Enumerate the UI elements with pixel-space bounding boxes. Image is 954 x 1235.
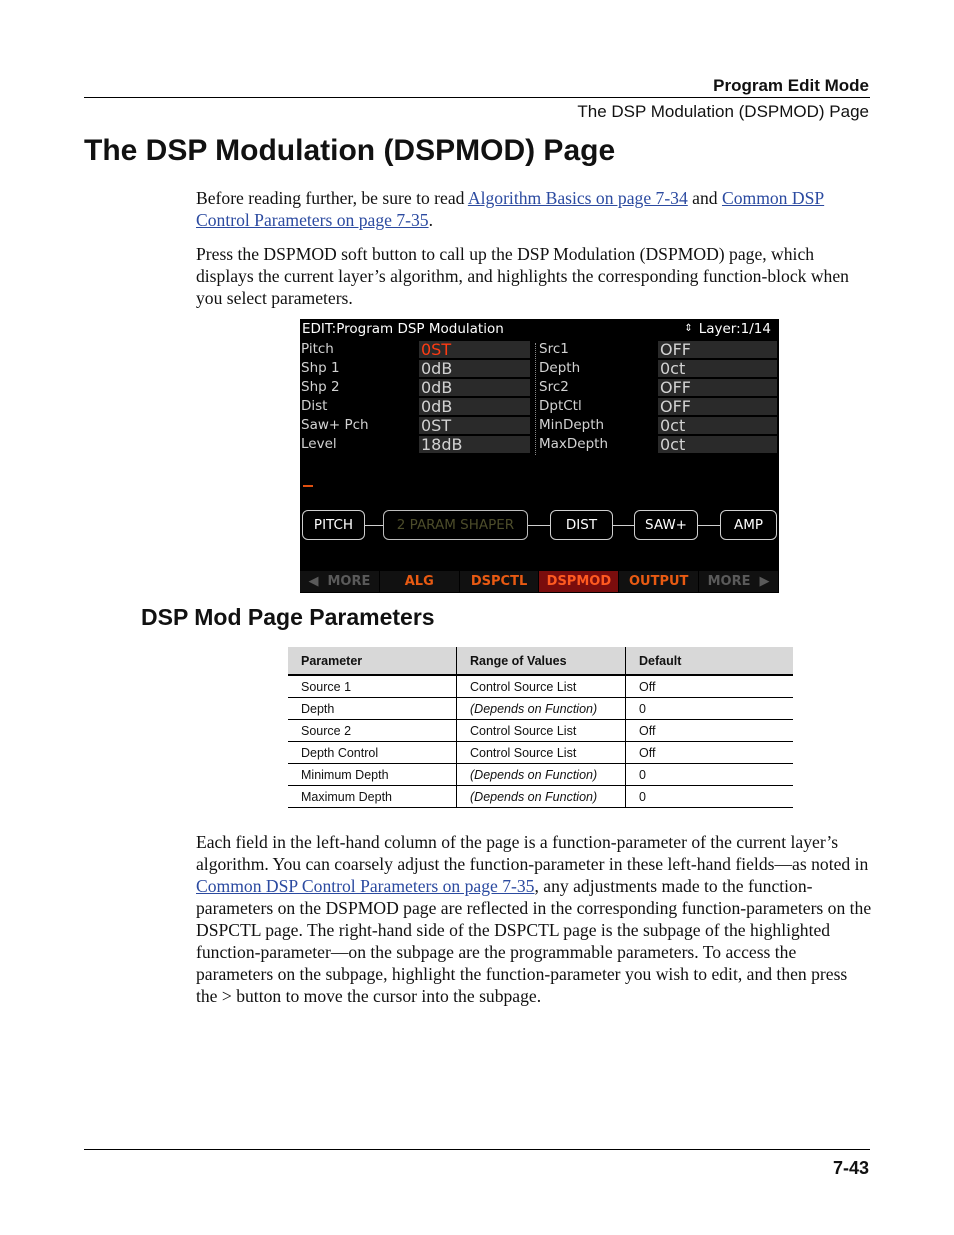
col-header-parameter: Parameter bbox=[288, 647, 457, 675]
softkey-dspmod[interactable]: DSPMOD bbox=[539, 571, 619, 592]
signal-line bbox=[613, 525, 634, 526]
dspmod-screen bbox=[300, 319, 779, 593]
table-row bbox=[288, 698, 793, 720]
param-label: DptCtl bbox=[539, 398, 582, 414]
chan-icon: ⇕ bbox=[684, 323, 693, 334]
block-amp[interactable]: AMP bbox=[720, 510, 777, 540]
softkey-output[interactable]: OUTPUT bbox=[619, 571, 699, 592]
body-text-b: , any adjustments made to the function-parameters on the DSPMOD page are reflected in the corresponding function-parameters on the DSPCTL page. The right-hand side of the DSPCTL page is the subpage of the highlighted function-parameter—on the subpage are the programmable parameters. To access the parameters on the subpage, highlight the function-parameter you wish to edit, and then press the > button to move the cursor into the subpage. bbox=[196, 876, 872, 1006]
param-label: Shp 1 bbox=[301, 360, 340, 376]
param-label: Saw+ Pch bbox=[301, 417, 369, 433]
table-cell: Depth Control bbox=[288, 742, 457, 764]
table-cell: 0 bbox=[626, 764, 794, 786]
table-cell: 0 bbox=[626, 786, 794, 808]
footer-rule bbox=[84, 1149, 870, 1150]
table-cell: Control Source List bbox=[457, 675, 626, 698]
param-value[interactable]: 0ST bbox=[419, 341, 530, 358]
softkey-dspctl[interactable]: DSPCTL bbox=[460, 571, 540, 592]
layer-indicator bbox=[684, 321, 771, 337]
table-cell: Control Source List bbox=[457, 742, 626, 764]
table-cell: Off bbox=[626, 720, 794, 742]
param-label: Src1 bbox=[539, 341, 569, 357]
body-paragraph bbox=[196, 831, 872, 1007]
table-cell: Source 2 bbox=[288, 720, 457, 742]
param-value[interactable]: 0ct bbox=[658, 360, 777, 377]
table-cell: (Depends on Function) bbox=[457, 786, 626, 808]
param-label: Src2 bbox=[539, 379, 569, 395]
block-pitch[interactable]: PITCH bbox=[302, 510, 365, 540]
running-header-section: Program Edit Mode bbox=[713, 76, 869, 95]
table-cell: Off bbox=[626, 675, 794, 698]
param-value[interactable]: 0ct bbox=[658, 417, 777, 434]
link-algorithm-basics[interactable]: Algorithm Basics on page 7-34 bbox=[467, 188, 688, 208]
param-label: MaxDepth bbox=[539, 436, 609, 452]
header-rule bbox=[84, 97, 870, 98]
table-row bbox=[288, 786, 793, 808]
table-row bbox=[288, 675, 793, 698]
softkey-label: MORE bbox=[707, 574, 751, 589]
softkey-label: MORE bbox=[327, 574, 371, 589]
table-cell: Minimum Depth bbox=[288, 764, 457, 786]
intro-text-c: . bbox=[428, 210, 433, 230]
table-row bbox=[288, 764, 793, 786]
param-value[interactable]: 18dB bbox=[419, 436, 530, 453]
softkey-more-right[interactable] bbox=[699, 571, 779, 592]
param-label: Shp 2 bbox=[301, 379, 340, 395]
signal-line bbox=[365, 525, 384, 526]
table-cell: Depth bbox=[288, 698, 457, 720]
softkey-more-left[interactable] bbox=[300, 571, 380, 592]
param-value[interactable]: OFF bbox=[658, 398, 777, 415]
arrow-left-icon: ◀ bbox=[308, 574, 328, 589]
param-value[interactable]: 0dB bbox=[419, 398, 530, 415]
intro-paragraph-2: Press the DSPMOD soft button to call up the DSP Modulation (DSPMOD) page, which displays the current layer’s algorithm, and highlights the corresponding function-block when you select parameters. bbox=[196, 244, 849, 308]
column-divider bbox=[535, 343, 536, 455]
table-row bbox=[288, 720, 793, 742]
intro-text-a: Before reading further, be sure to read bbox=[196, 188, 468, 208]
block-2-param-shaper[interactable]: 2 PARAM SHAPER bbox=[383, 510, 528, 540]
table-row bbox=[288, 742, 793, 764]
page-title: The DSP Modulation (DSPMOD) Page bbox=[84, 134, 616, 167]
subheading: DSP Mod Page Parameters bbox=[141, 604, 435, 630]
table-cell: Maximum Depth bbox=[288, 786, 457, 808]
col-header-range: Range of Values bbox=[457, 647, 626, 675]
block-saw-plus[interactable]: SAW+ bbox=[634, 510, 698, 540]
block-dist[interactable]: DIST bbox=[550, 510, 613, 540]
page-number: 7-43 bbox=[832, 1158, 869, 1178]
soft-button-bar bbox=[300, 571, 779, 592]
col-header-default: Default bbox=[626, 647, 794, 675]
param-value[interactable]: 0ct bbox=[658, 436, 777, 453]
param-value[interactable]: 0dB bbox=[419, 360, 530, 377]
param-label: Dist bbox=[301, 398, 328, 414]
body-text-a: Each field in the left-hand column of the page is a function-parameter of the current layer’s algorithm. You can coarsely adjust the function-parameter in these left-hand fields—as noted in bbox=[196, 832, 869, 874]
param-value[interactable]: OFF bbox=[658, 379, 777, 396]
intro-paragraph-1 bbox=[196, 187, 872, 231]
table-cell: Control Source List bbox=[457, 720, 626, 742]
link-common-dsp-control[interactable]: Common DSP Control Parameters on page 7-35 bbox=[196, 188, 825, 230]
param-value[interactable]: OFF bbox=[658, 341, 777, 358]
signal-line bbox=[528, 525, 550, 526]
cursor-mark bbox=[303, 485, 313, 487]
param-value[interactable]: 0dB bbox=[419, 379, 530, 396]
param-label: Pitch bbox=[301, 341, 334, 357]
link-common-dsp-control-2[interactable]: Common DSP Control Parameters on page 7-35 bbox=[196, 876, 535, 896]
table-cell: 0 bbox=[626, 698, 794, 720]
parameters-table bbox=[288, 647, 793, 808]
param-label: Depth bbox=[539, 360, 581, 376]
layer-label: Layer:1/14 bbox=[698, 321, 771, 337]
intro-text-b: and bbox=[687, 188, 722, 208]
table-cell: (Depends on Function) bbox=[457, 764, 626, 786]
param-label: Level bbox=[301, 436, 337, 452]
table-cell: (Depends on Function) bbox=[457, 698, 626, 720]
signal-line bbox=[698, 525, 720, 526]
screen-title: EDIT:Program DSP Modulation bbox=[302, 321, 504, 337]
running-header-subsection: The DSP Modulation (DSPMOD) Page bbox=[577, 102, 869, 121]
table-cell: Off bbox=[626, 742, 794, 764]
param-value[interactable]: 0ST bbox=[419, 417, 530, 434]
param-label: MinDepth bbox=[539, 417, 605, 433]
arrow-right-icon: ▶ bbox=[750, 574, 770, 589]
table-cell: Source 1 bbox=[288, 675, 457, 698]
softkey-alg[interactable]: ALG bbox=[380, 571, 460, 592]
